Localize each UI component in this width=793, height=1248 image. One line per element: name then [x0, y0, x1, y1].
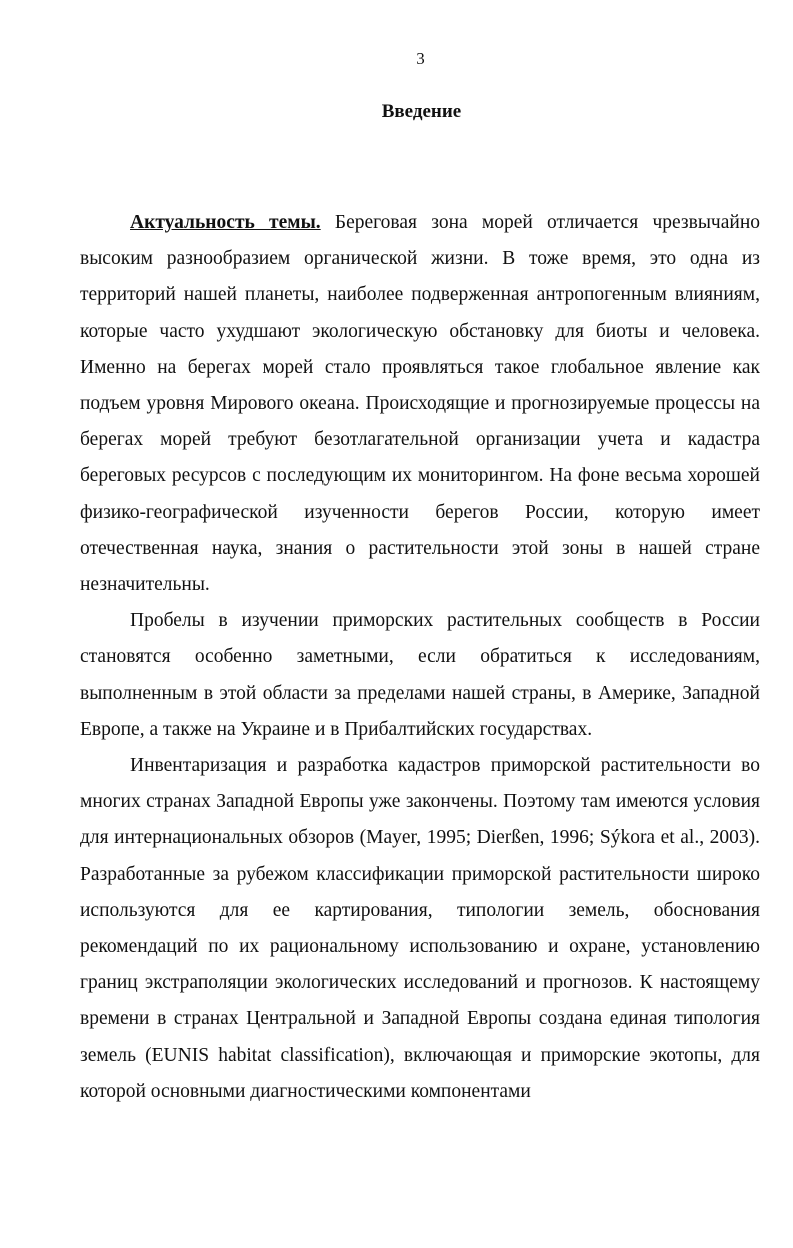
- paragraph-text: Пробелы в изучении приморских растительных сообществ в России становятся особенно заметными, если обратиться к исследованиям, выполненным в этой области за пределами нашей страны, в Америке, Западной Европе, а также на Украине и в Прибалтийских государствах.: [80, 610, 760, 740]
- paragraph-inventory: [80, 748, 760, 1110]
- paragraph-gaps: [80, 603, 760, 748]
- section-heading: Введение: [381, 101, 462, 122]
- body-text: [80, 205, 760, 1110]
- page-number: 3: [416, 49, 425, 68]
- paragraph-text: Инвентаризация и разработка кадастров приморской растительности во многих странах Западной Европы уже закончены. Поэтому там имеются условия для интернациональных обзоров (Mayer, 1995; Dierßen, 1996; Sýkora et al., 2003). Разработанные за рубежом классификации приморской растительности широко используются для ее картирования, типологии земель, обоснования рекомендаций по их рациональному использованию и охране, установлению границ экстраполяции экологических исследований и прогнозов. К настоящему времени в странах Центральной и Западной Европы создана единая типология земель (EUNIS habitat classification), включающая и приморские экотопы, для которой основными диагностическими компонентами: [80, 755, 760, 1102]
- paragraph-lead: Актуальность темы.: [130, 212, 321, 233]
- paragraph-text: Береговая зона морей отличается чрезвычайно высоким разнообразием органической жизни. В тоже время, это одна из территорий нашей планеты, наиболее подверженная антропогенным влияниям, которые часто ухудшают экологическую обстановку для биоты и человека. Именно на берегах морей стало проявляться такое глобальное явление как подъем уровня Мирового океана. Происходящие и прогнозируемые процессы на берегах морей требуют безотлагательной организации учета и кадастра береговых ресурсов с последующим их мониторингом. На фоне весьма хорошей физико-географической изученности берегов России, которую имеет отечественная наука, знания о растительности этой зоны в нашей стране незначительны.: [80, 212, 761, 596]
- paragraph-relevance: [80, 205, 760, 603]
